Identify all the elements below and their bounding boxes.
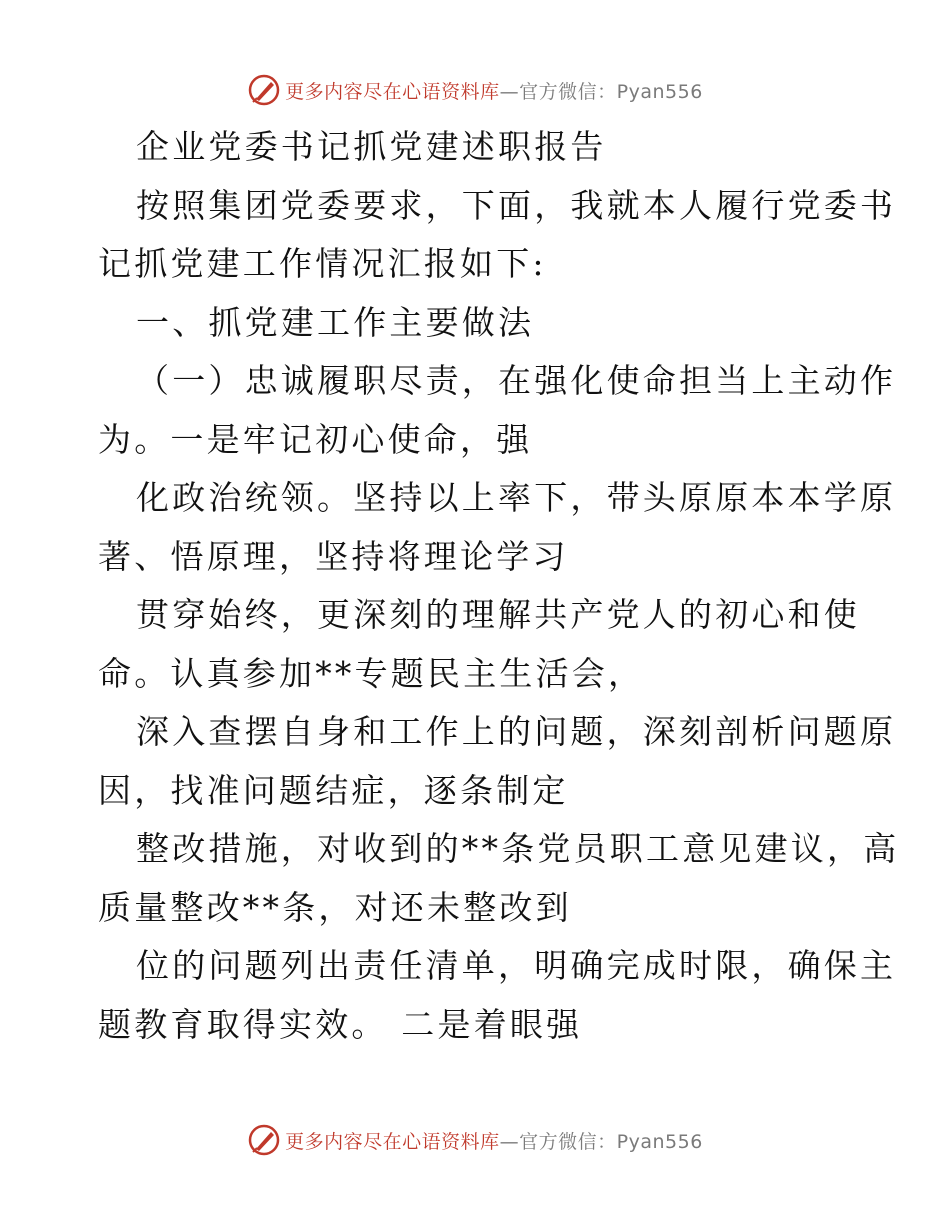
quill-logo-icon [247,73,281,107]
document-body [98,118,900,1054]
document-line: 命。认真参加**专题民主生活会， [98,653,645,693]
document-line: 记抓党建工作情况汇报如下: [98,244,547,283]
document-line: 为。一是牢记初心使命，强 [98,419,533,459]
quill-logo-icon [247,1123,281,1157]
document-line: 一、抓党建工作主要做法 [136,302,535,342]
document-line: 因，找准问题结症，逐条制定 [98,770,569,810]
document-line: 著、悟原理，坚持将理论学习 [98,536,569,576]
document-line: 题教育取得实效。 二是着眼强 [98,1004,583,1044]
watermark-text: 更多内容尽在心语资料库—官方微信：Pyan556 [285,80,703,103]
document-line: （一）忠诚履职尽责，在强化使命担当上主动作 [136,361,897,400]
document-line: 整改措施，对收到的**条党员职工意见建议，高 [136,829,900,868]
document-line: 位的问题列出责任清单，明确完成时限，确保主 [136,946,897,985]
document-line: 深入查摆自身和工作上的问题，深刻剖析问题原 [136,712,897,751]
document-line: 按照集团党委要求，下面，我就本人履行党委书 [136,185,897,225]
watermark-text: 更多内容尽在心语资料库—官方微信：Pyan556 [285,1130,703,1153]
document-line: 企业党委书记抓党建述职报告 [136,127,607,166]
header-watermark [0,70,950,110]
document-line: 质量整改**条，对还未整改到 [98,887,572,927]
footer-watermark [0,1120,950,1160]
document-line: 贯穿始终，更深刻的理解共产党人的初心和使 [136,595,860,634]
document-line: 化政治统领。坚持以上率下，带头原原本本学原 [136,478,897,517]
